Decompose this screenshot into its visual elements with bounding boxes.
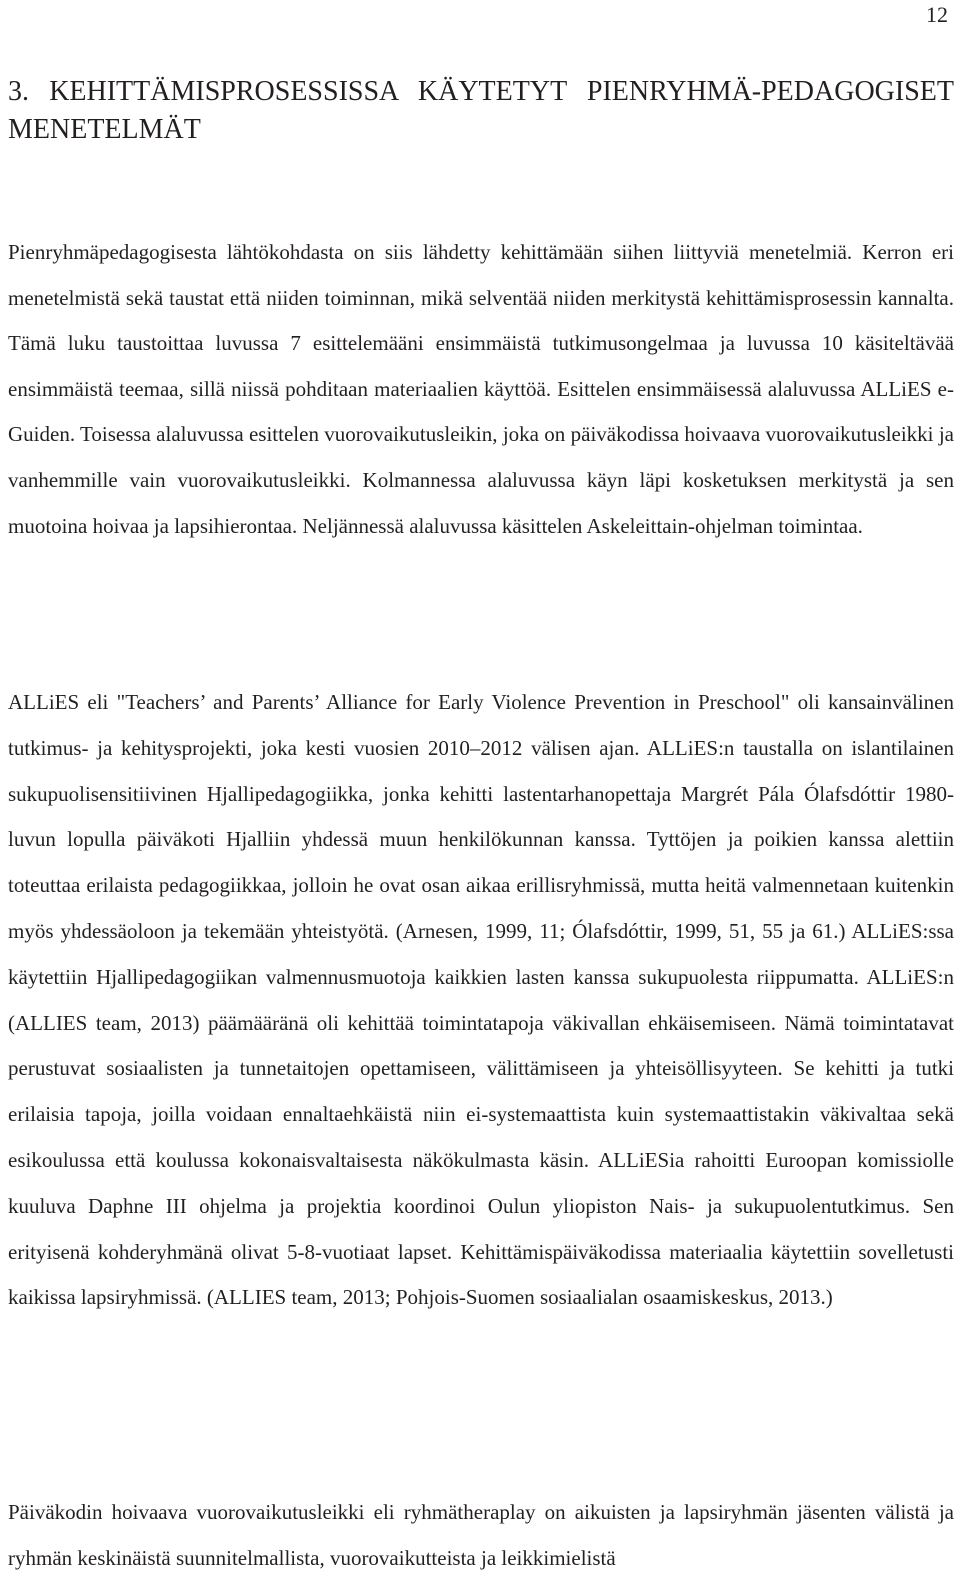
page-number: 12	[926, 2, 948, 27]
paragraph-intro: Pienryhmäpedagogisesta lähtökohdasta on siis lähdetty kehittämään siihen liittyviä menetelmiä. Kerron eri menetelmistä sekä taustat että niiden toiminnan, mikä selventää niiden merkitystä kehittämisprosessin kannalta. Tämä luku taustoittaa luvussa 7 esittelemääni ensimmäistä tutkimusongelmaa ja luvussa 10 käsiteltävää ensimmäistä teemaa, sillä niissä pohditaan materiaalien käyttöä. Esittelen ensimmäisessä alaluvussa ALLiES e-Guiden. Toisessa alaluvussa esittelen vuorovaikutusleikin, joka on päiväkodissa hoivaava vuorovaikutusleikki ja vanhemmille vain vuorovaikutusleikki. Kolmannessa alaluvussa käyn läpi kosketuksen merkitystä ja sen muotoina hoivaa ja lapsihierontaa. Neljännessä alaluvussa käsittelen Askeleittain-ohjelman toimintaa.	[8, 240, 954, 538]
paragraph-interaction-play: Päiväkodin hoivaava vuorovaikutusleikki eli ryhmätheraplay on aikuisten ja lapsiryhmän jäsenten välistä ja ryhmän keskinäistä suunnitelmallista, vuorovaikutteista ja leikkimielistä	[8, 1500, 954, 1570]
paragraph-allies: ALLiES eli "Teachers’ and Parents’ Alliance for Early Violence Prevention in Preschool" oli kansainvälinen tutkimus- ja kehitysprojekti, joka kesti vuosien 2010–2012 välisen ajan. ALLiES:n taustalla on islantilainen sukupuolisensitiivinen Hjallipedagogiikka, jonka kehitti lastentarhanopettaja Margrét Pála Ólafsdóttir 1980-luvun lopulla päiväkoti Hjalliin yhdessä muun henkilökunnan kanssa. Tyttöjen ja poikien kanssa alettiin toteuttaa erilaista pedagogiikkaa, jolloin he ovat osan aikaa erillisryhmissä, mutta heitä valmennetaan kuitenkin myös yhdessäoloon ja tekemään yhteistyötä. (Arnesen, 1999, 11; Ólafsdóttir, 1999, 51, 55 ja 61.) ALLiES:ssa käytettiin Hjallipedagogiikan valmennusmuotoja kaikkien lasten kanssa sukupuolesta riippumatta. ALLiES:n (ALLIES team, 2013) päämääränä oli kehittää toimintatapoja väkivallan ehkäisemiseen. Nämä toimintatavat perustuvat sosiaalisten ja tunnetaitojen opettamiseen, välittämiseen ja yhteisöllisyyteen. Se kehitti ja tutki erilaisia tapoja, joilla voidaan ennaltaehkäistä niin ei-systemaattista kuin systemaattistakin väkivaltaa sekä esikoulussa että koulussa kokonaisvaltaisesta näkökulmasta käsin. ALLiESia rahoitti Euroopan komissiolle kuuluva Daphne III ohjelma ja projektia koordinoi Oulun yliopiston Nais- ja sukupuolentutkimus. Sen erityisenä kohderyhmänä olivat 5-8-vuotiaat lapset. Kehittämispäiväkodissa materiaalia käytettiin sovelletusti kaikissa lapsiryhmissä. (ALLIES team, 2013; Pohjois-Suomen sosiaalialan osaamiskeskus, 2013.)	[8, 690, 954, 1310]
chapter-heading: 3. KEHITTÄMISPROSESSISSA KÄYTETYT PIENRYHMÄ-PEDAGOGISET MENETELMÄT	[8, 76, 954, 145]
